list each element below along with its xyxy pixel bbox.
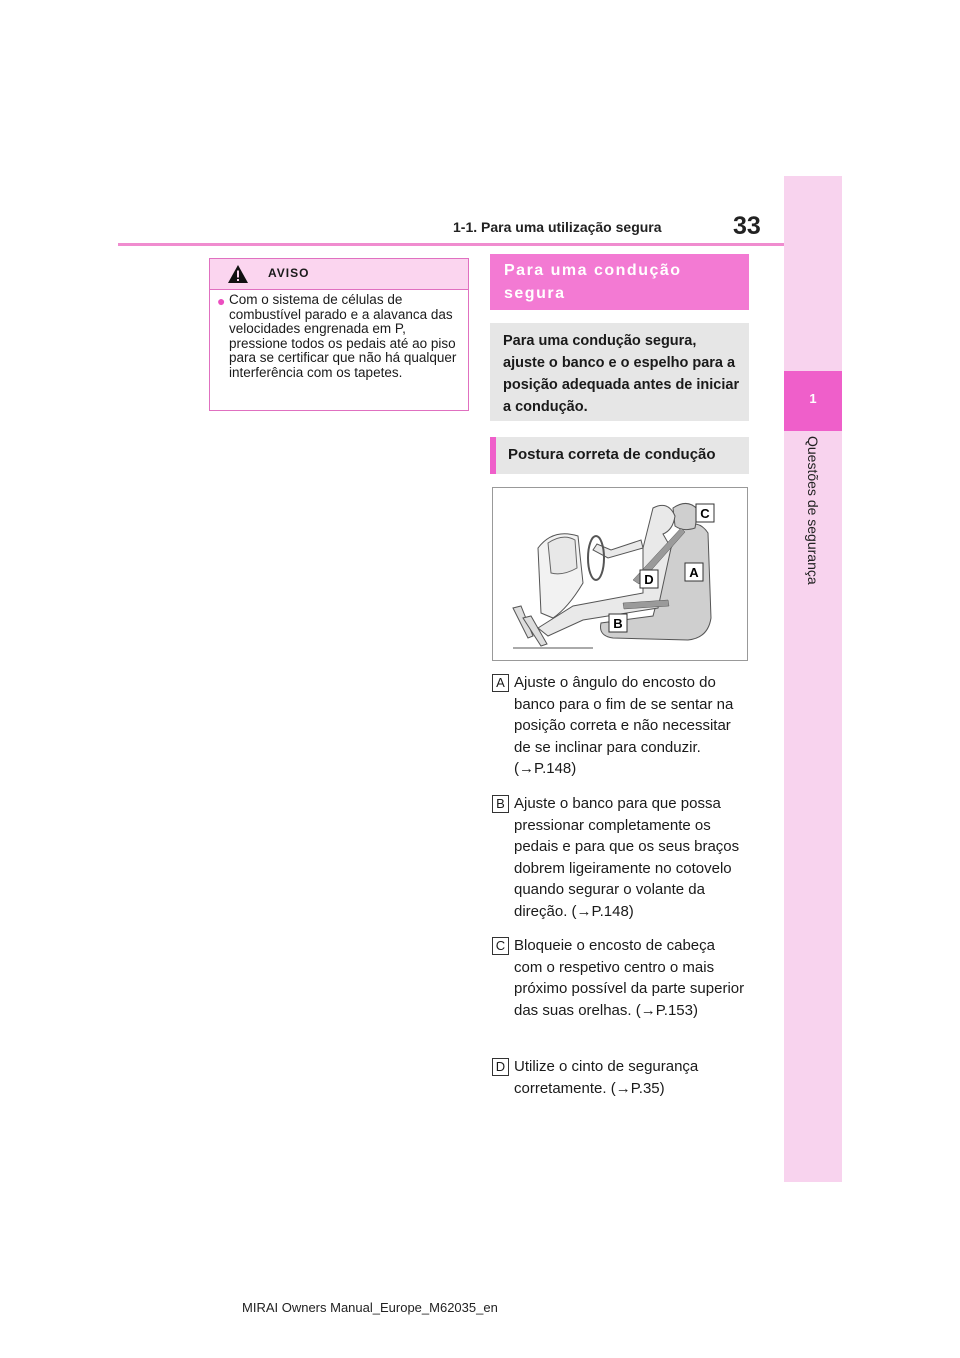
figure-label-c: C [700,506,710,521]
item-text: Ajuste o banco para que possa pressionar completamente os pedais e para que os seus braços dobrem ligeiramente no cotovelo quando segurar o volante da direção. (→P.148) [514,795,740,920]
chapter-title: Questões de segurança [805,436,821,585]
item-badge: C [492,937,509,955]
chapter-title-container [784,436,842,616]
driving-posture-figure [492,487,748,661]
item-text: Ajuste o ângulo do encosto do banco para o fim de se sentar na posição correta e não necessitar de se inclinar para conduzir. (→P.148) [514,674,734,778]
item-badge: D [492,1058,509,1076]
section-banner [490,254,749,310]
item-badge: A [492,674,509,692]
figure-label-b: B [613,616,623,631]
section-title: 1-1. Para uma utilização segura [453,219,662,235]
page-number: 33 [733,212,761,240]
chapter-side-tab [784,176,842,1182]
warning-title: AVISO [268,266,310,280]
warning-box [209,258,469,411]
section-heading: Para uma condução segura [504,262,682,302]
driver-seat-illustration [493,488,747,660]
figure-label-a: A [689,565,699,580]
footer-text: MIRAI Owners Manual_Europe_M62035_en [242,1300,498,1315]
item-text: Utilize o cinto de segurança corretamente. (→P.35) [514,1058,699,1097]
item-text: Bloqueie o encosto de cabeça com o respetivo centro o mais próximo possível da parte superior das suas orelhas. (→P.153) [514,937,745,1019]
item-badge: B [492,795,509,813]
intro-box [490,323,749,421]
warning-triangle-icon [227,264,249,284]
intro-text: Para uma condução segura, ajuste o banco e o espelho para a posição adequada antes de iniciar a condução. [503,333,740,415]
subsection-banner [490,437,749,474]
chapter-number: 1 [809,391,817,406]
warning-text: Com o sistema de células de combustível parado e a alavanca das velocidades engrenada em P, pressione todos os pedais até ao piso para se certificar que não há qualquer interferência com os tapetes. [229,292,457,380]
warning-header [210,259,468,290]
warning-bullet-icon: ● [217,293,226,309]
subsection-heading: Postura correta de condução [508,446,716,463]
figure-label-d: D [644,572,654,587]
header-rule [118,243,786,246]
